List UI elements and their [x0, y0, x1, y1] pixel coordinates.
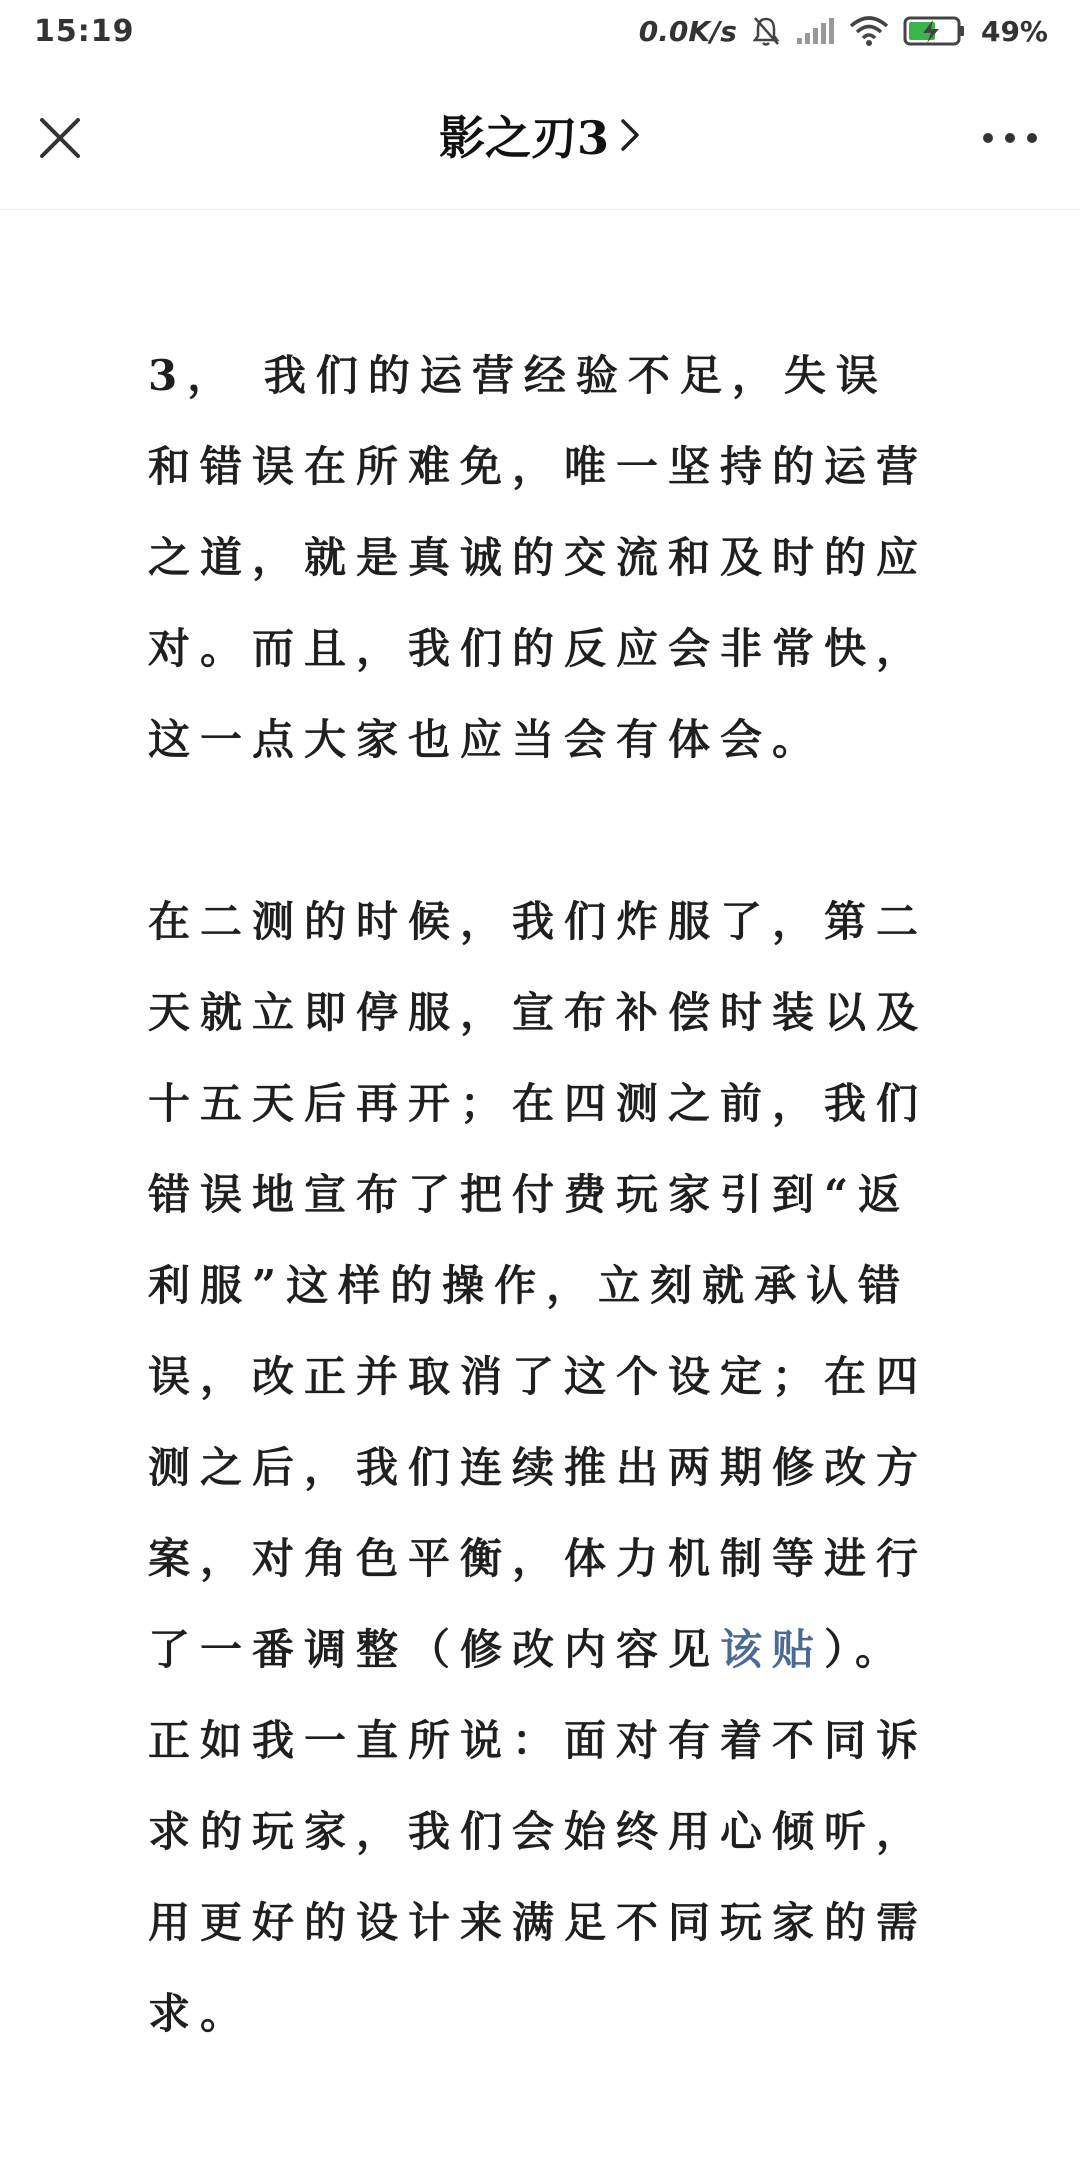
battery-charging-icon: [903, 15, 967, 47]
battery-percent: 49%: [980, 14, 1048, 48]
page-title-link[interactable]: [0, 102, 1080, 168]
paragraph-2-text-after-link: ）。正如我一直所说：面对有着不同诉求的玩家，我们会始终用心倾听，用更好的设计来满足不同玩家的需求。: [148, 1625, 929, 2038]
article-body: [148, 330, 933, 2059]
post-link[interactable]: 该贴: [720, 1625, 825, 1674]
page-title: 影之刃3: [438, 111, 609, 165]
status-time: 15:19: [34, 13, 135, 49]
status-bar: [0, 0, 1080, 62]
wifi-icon: [849, 16, 889, 46]
status-icons: [639, 15, 1048, 48]
bell-muted-icon: [751, 15, 781, 47]
more-button[interactable]: [980, 118, 1040, 158]
chevron-right-icon: [619, 117, 641, 153]
article-paragraph-1: 3， 我们的运营经验不足，失误和错误在所难免，唯一坚持的运营之道，就是真诚的交流和及时的应对。而且，我们的反应会非常快，这一点大家也应当会有体会。: [148, 351, 929, 764]
nav-bar: [0, 62, 1080, 210]
paragraph-2-text-before-link: 在二测的时候，我们炸服了，第二天就立即停服，宣布补偿时装以及十五天后再开；在四测之前，我们错误地宣布了把付费玩家引到“返利服”这样的操作，立刻就承认错误，改正并取消了这个设定；在四测之后，我们连续推出两期修改方案，对角色平衡，体力机制等进行了一番调整（修改内容见: [148, 897, 929, 1674]
network-speed: 0.0K/s: [638, 14, 737, 48]
article-paragraph-2: [148, 876, 933, 2059]
signal-icon: [795, 16, 835, 46]
more-icon: [982, 132, 1038, 144]
